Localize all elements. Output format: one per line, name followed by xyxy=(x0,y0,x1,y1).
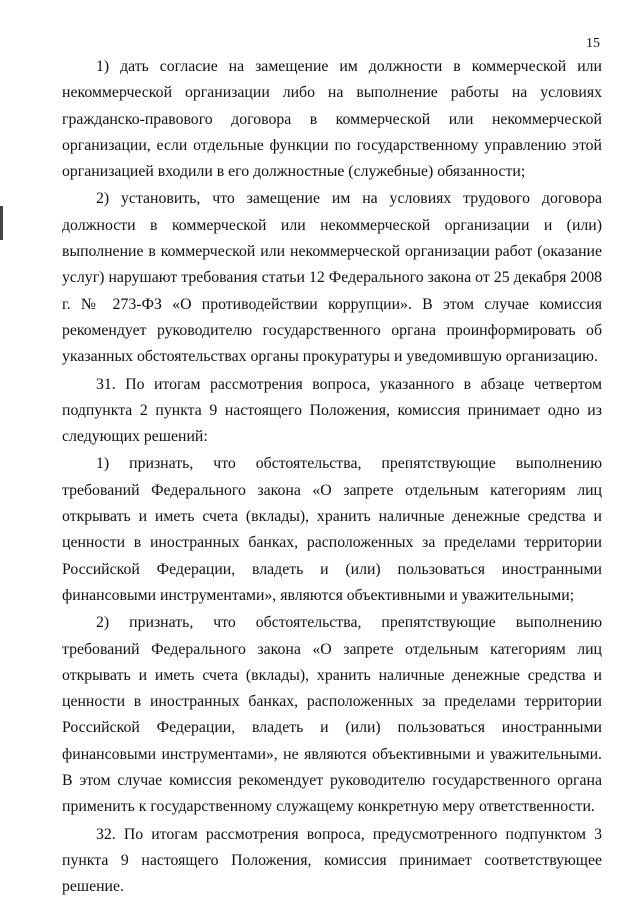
margin-mark xyxy=(0,206,3,240)
paragraph-item-31: 31. По итогам рассмотрения вопроса, указанного в абзаце четвертом подпункта 2 пункта 9 настоящего Положения, комиссия принимает одно из следующих решений: xyxy=(62,375,602,446)
paragraph-subitem-1: 1) дать согласие на замещение им должности в коммерческой или некоммерческой организации либо на выполнение работы на условиях гражданско-правового договора в коммерческой или некоммерческой организации, если отдельные функции по государственному управлению этой организацией входили в его должностные (служебные) обязанности; xyxy=(62,58,602,181)
paragraph-item-32: 32. По итогам рассмотрения вопроса, предусмотренного подпунктом 3 пункта 9 настоящего Положения, комиссия принимает соответствующее решение. xyxy=(62,825,602,896)
page-number: 15 xyxy=(586,36,600,51)
paragraph-subitem-2: 2) установить, что замещение им на условиях трудового договора должности в коммерческой или некоммерческой организации и (или) выполнение в коммерческой или некоммерческой организации работ (оказание услуг) нарушают требования статьи 12 Федерального закона от 25 декабря 2008 г. № 273-ФЗ «О противодействии коррупции». В этом случае комиссия рекомендует руководителю государственного органа проинформировать об указанных обстоятельствах органы прокуратуры и уведомившую организацию. xyxy=(62,190,602,366)
paragraph-31-subitem-2: 2) признать, что обстоятельства, препятствующие выполнению требований Федерального закона «О запрете отдельным категориям лиц открывать и иметь счета (вклады), хранить наличные денежные средства и ценности в иностранных банках, расположенных за пределами территории Российской Федерации, владеть и (или) пользоваться иностранными финансовыми инструментами», не являются объективными и уважительными. В этом случае комиссия рекомендует руководителю государственного органа применить к государственному служащему конкретную меру ответственности. xyxy=(62,614,602,816)
paragraph-31-subitem-1: 1) признать, что обстоятельства, препятствующие выполнению требований Федерального закона «О запрете отдельным категориям лиц открывать и иметь счета (вклады), хранить наличные денежные средства и ценности в иностранных банках, расположенных за пределами территории Российской Федерации, владеть и (или) пользоваться иностранными финансовыми инструментами», являются объективными и уважительными; xyxy=(62,455,602,604)
document-body xyxy=(62,54,602,901)
